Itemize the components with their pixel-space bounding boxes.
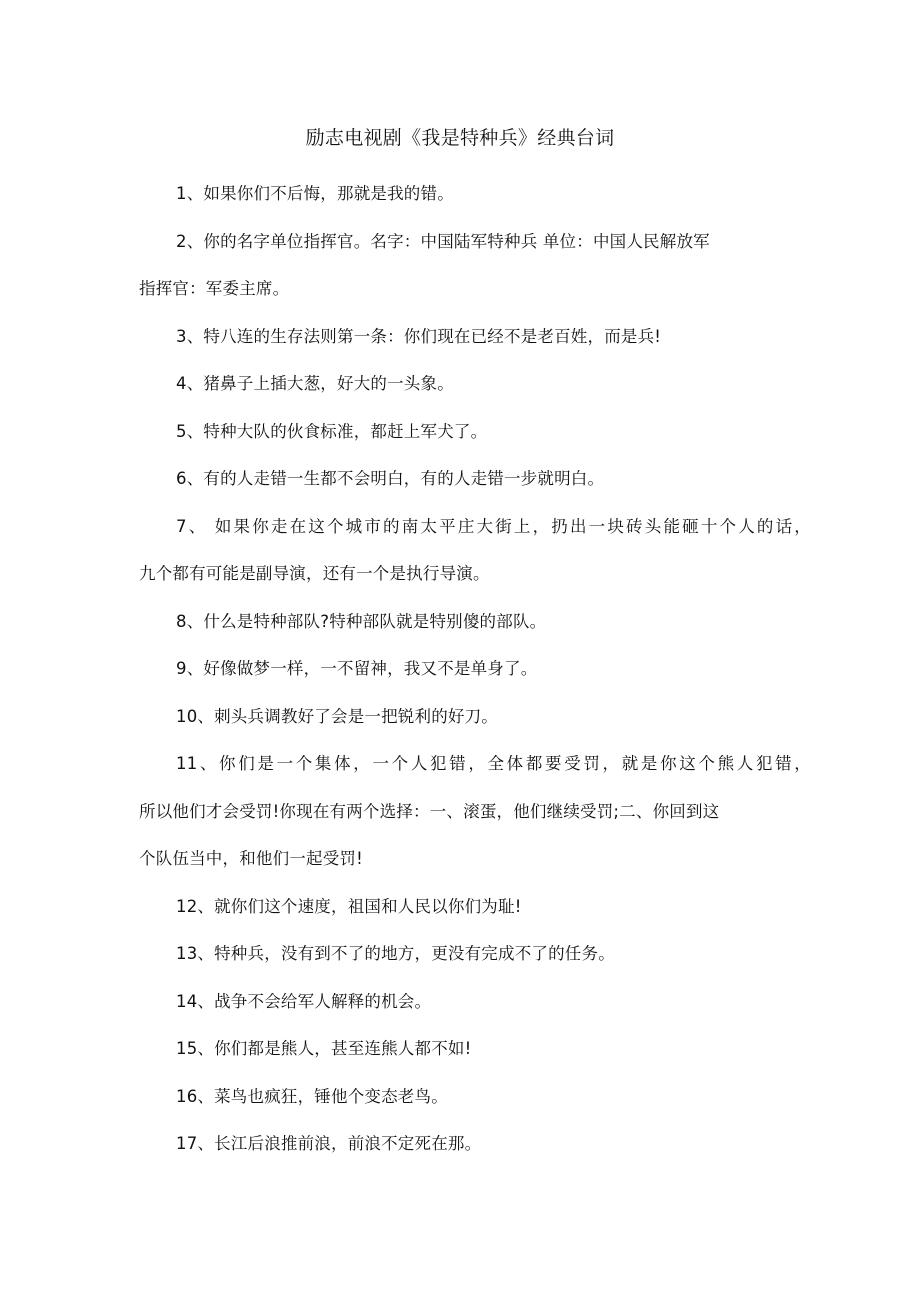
quote-line-continuation: 所以他们才会受罚!你现在有两个选择：一、滚蛋，他们继续受罚;二、你回到这: [139, 801, 720, 821]
quote-line-continuation: 指挥官：军委主席。: [139, 279, 290, 298]
quote-line: 1、如果你们不后悔，那就是我的错。: [176, 184, 454, 203]
quote-line: 3、特八连的生存法则第一条：你们现在已经不是老百姓，而是兵!: [176, 326, 662, 346]
quote-line: 6、有的人走错一生都不会明白，有的人走错一步就明白。: [176, 469, 605, 488]
quote-line: 7、 如果你走在这个城市的南太平庄大街上，扔出一块砖头能砸十个人的话，: [176, 516, 811, 536]
quote-line: 9、好像做梦一样，一不留神，我又不是单身了。: [176, 659, 538, 678]
quote-line: 5、特种大队的伙食标准，都赶上军犬了。: [176, 421, 488, 441]
quote-line: 14、战争不会给军人解释的机会。: [176, 991, 432, 1011]
quote-line: 11、你们是一个集体，一个人犯错，全体都要受罚，就是你这个熊人犯错，: [176, 754, 811, 773]
quote-line: 4、猪鼻子上插大葱，好大的一头象。: [176, 374, 454, 393]
quote-line: 12、就你们这个速度，祖国和人民以你们为耻!: [176, 896, 522, 916]
document-body: [139, 170, 811, 1168]
quote-line: 15、你们都是熊人，甚至连熊人都不如!: [176, 1039, 472, 1058]
quote-line: 13、特种兵，没有到不了的地方，更没有完成不了的任务。: [176, 944, 615, 963]
quote-line: 17、长江后浪推前浪，前浪不定死在那。: [176, 1134, 482, 1153]
quote-line-continuation: 个队伍当中，和他们一起受罚!: [139, 849, 363, 868]
quote-line: 10、刺头兵调教好了会是一把锐利的好刀。: [176, 706, 498, 726]
document-title: 励志电视剧《我是特种兵》经典台词: [305, 127, 615, 149]
quote-line: 8、什么是特种部队?特种部队就是特别傻的部队。: [176, 611, 547, 631]
quote-line: 16、菜鸟也疯狂，锤他个变态老鸟。: [176, 1086, 448, 1106]
quote-line-continuation: 九个都有可能是副导演，还有一个是执行导演。: [139, 564, 490, 583]
quote-line: 2、你的名字单位指挥官。名字：中国陆军特种兵 单位：中国人民解放军: [176, 231, 710, 251]
